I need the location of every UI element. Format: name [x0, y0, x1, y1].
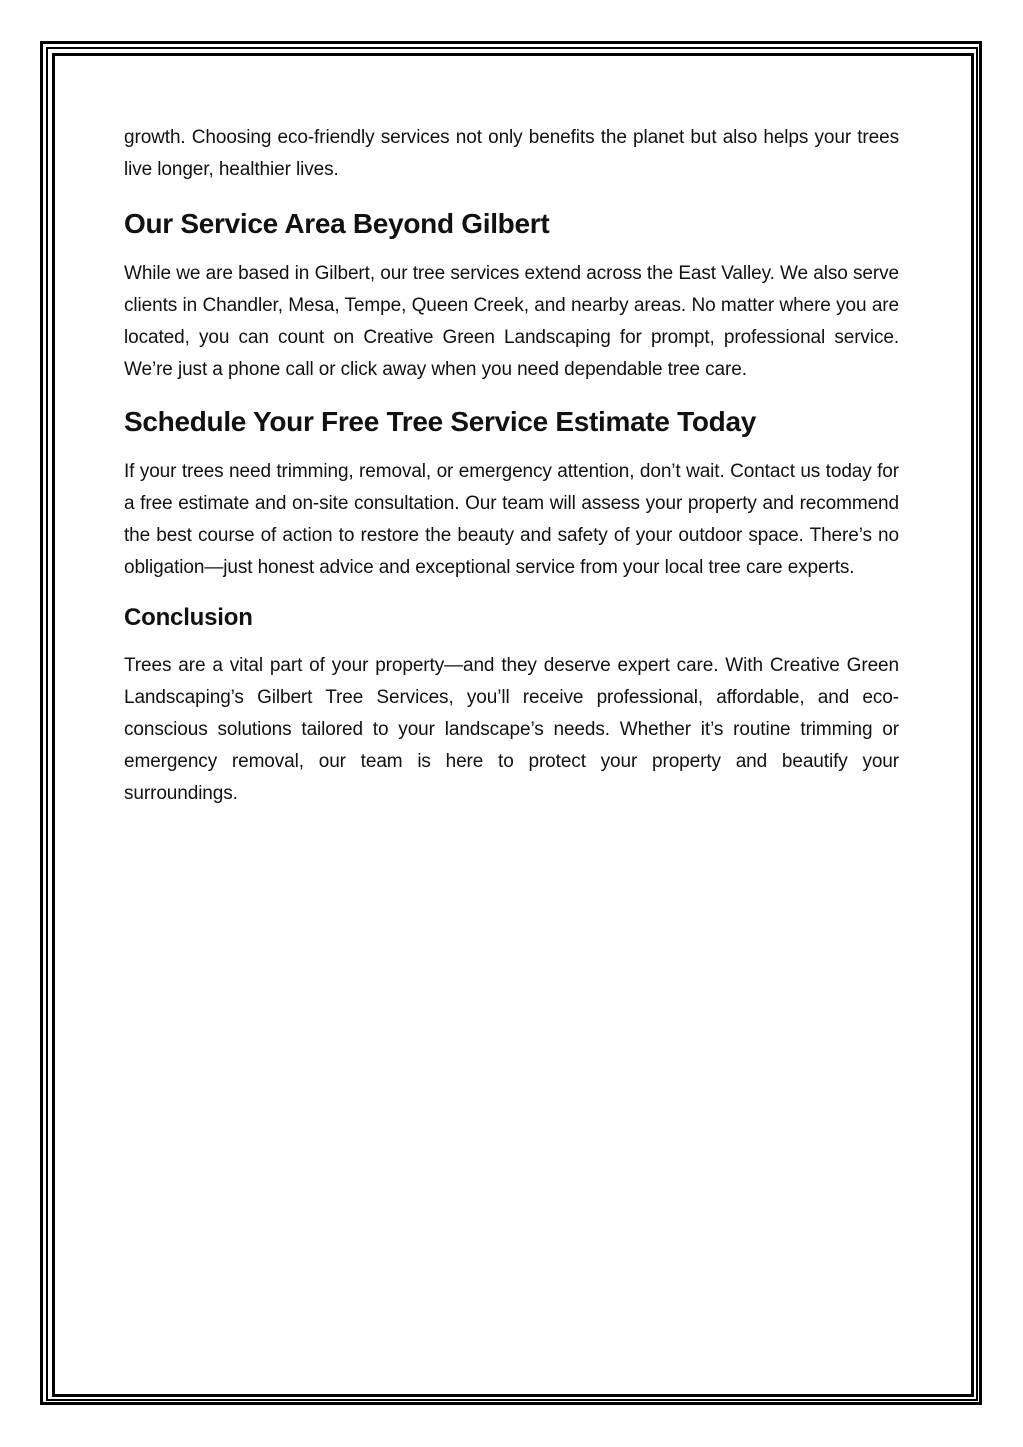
intro-paragraph: growth. Choosing eco-friendly services not only benefits the planet but also helps your trees live longer, healthier lives. [124, 127, 899, 180]
document-body [124, 122, 899, 810]
section-paragraph-service-area: While we are based in Gilbert, our tree services extend across the East Valley. We also serve clients in Chandler, Mesa, Tempe, Queen Creek, and nearby areas. No matter where you are located, you can count on Creative Green Landscaping for prompt, professional service. We’re just a phone call or click away when you need dependable tree care. [124, 263, 899, 380]
section-heading-service-area: Our Service Area Beyond Gilbert [124, 208, 550, 239]
section-paragraph-schedule-estimate: If your trees need trimming, removal, or emergency attention, don’t wait. Contact us today for a free estimate and on-site consultation. Our team will assess your property and recommend the best course of action to restore the beauty and safety of your outdoor space. There’s no obligation—just honest advice and exceptional service from your local tree care experts. [124, 461, 899, 578]
section-paragraph-conclusion: Trees are a vital part of your property—and they deserve expert care. With Creative Green Landscaping’s Gilbert Tree Services, you’ll receive professional, affordable, and eco-conscious solutions tailored to your landscape’s needs. Whether it’s routine trimming or emergency removal, our team is here to protect your property and beautify your surroundings. [124, 655, 899, 804]
section-heading-conclusion: Conclusion [124, 604, 253, 631]
section-heading-schedule-estimate: Schedule Your Free Tree Service Estimate Today [124, 406, 757, 437]
